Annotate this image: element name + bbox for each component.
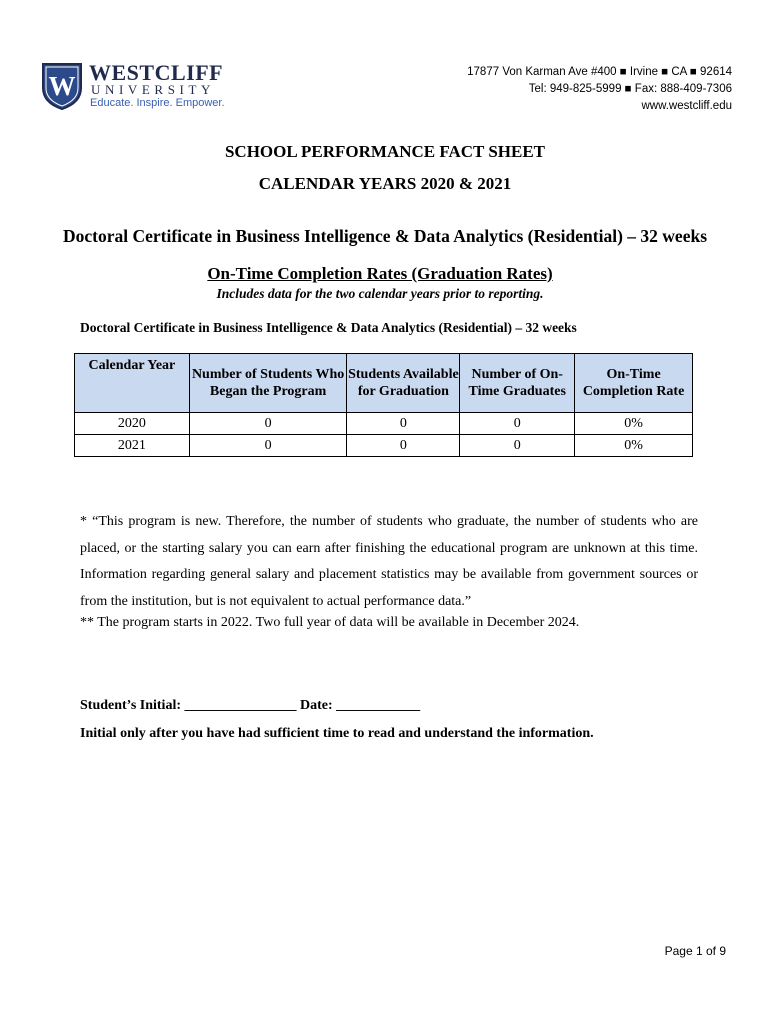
table-cell: 0 (189, 413, 347, 435)
website-link[interactable]: www.westcliff.edu (641, 100, 732, 112)
section-subtitle: Includes data for the two calendar years prior to reporting. (216, 286, 544, 301)
table-cell: 0 (347, 435, 460, 457)
column-header: Number of Students Who Began the Program (189, 354, 347, 413)
table-cell: 2021 (75, 435, 190, 457)
logo-name: WESTCLIFF (89, 60, 224, 85)
logo-tagline: Educate. Inspire. Empower. (90, 97, 225, 109)
table-cell: 0 (460, 435, 575, 457)
page-subtitle: CALENDAR YEARS 2020 & 2021 (258, 174, 512, 193)
westcliff-logo (41, 60, 231, 112)
table-cell: 0 (189, 435, 347, 457)
logo-subname: UNIVERSITY (91, 82, 215, 97)
page-number: Page 1 of 9 (664, 944, 726, 958)
column-header: On-Time Completion Rate (575, 354, 693, 413)
section-title: On-Time Completion Rates (Graduation Rates) (207, 264, 553, 283)
table-cell: 0% (575, 435, 693, 457)
completion-rates-table (74, 353, 693, 457)
table-cell: 2020 (75, 413, 190, 435)
phone-fax-line: Tel: 949-825-5999 ■ Fax: 888-409-7306 (528, 83, 732, 95)
column-header: Students Available for Graduation (347, 354, 460, 413)
initial-instruction: Initial only after you have had sufficient time to read and understand the information. (80, 726, 594, 741)
table-cell: 0 (460, 413, 575, 435)
address-block (467, 64, 732, 115)
shield-logo-icon (41, 62, 83, 110)
table-header-row (75, 354, 693, 413)
program-start-note: ** The program starts in 2022. Two full year of data will be available in December 2024. (80, 615, 580, 630)
column-header: Number of On-Time Graduates (460, 354, 575, 413)
disclaimer-note: * “This program is new. Therefore, the number of students who graduate, the number of students who are placed, or the starting salary you can earn after finishing the educational program are unknown at this time. Information regarding general salary and placement statistics may be available from government sources or from the institution, but is not equivalent to actual performance data.” (80, 514, 698, 609)
table-cell: 0 (347, 413, 460, 435)
student-initial-line: Student’s Initial: ________________ Date: ____________ (80, 698, 421, 713)
column-header: Calendar Year (75, 354, 190, 413)
table-row (75, 435, 693, 457)
logo-monogram: W (48, 71, 76, 101)
page-title: SCHOOL PERFORMANCE FACT SHEET (224, 142, 546, 161)
table-row (75, 413, 693, 435)
program-title: Doctoral Certificate in Business Intelligence & Data Analytics (Residential) – 32 weeks (62, 226, 707, 246)
table-cell: 0% (575, 413, 693, 435)
table-caption: Doctoral Certificate in Business Intelligence & Data Analytics (Residential) – 32 weeks (80, 320, 577, 335)
address-line: 17877 Von Karman Ave #400 ■ Irvine ■ CA ■ 92614 (467, 66, 732, 78)
